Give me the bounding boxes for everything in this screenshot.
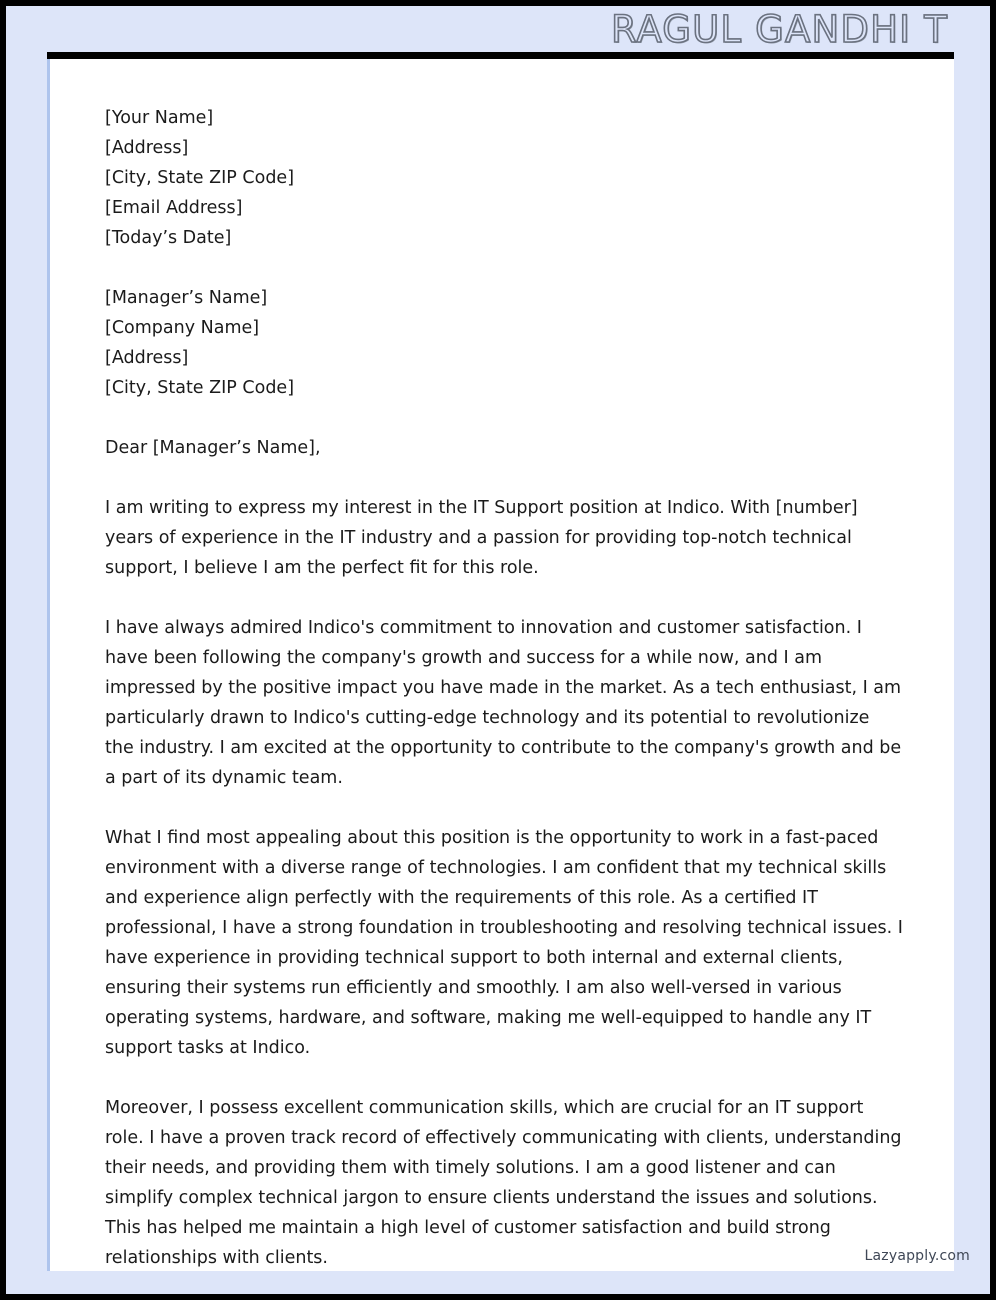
sender-line: [Address]: [105, 138, 189, 158]
recipient-line: [Manager’s Name]: [105, 288, 268, 308]
salutation: Dear [Manager’s Name],: [105, 438, 321, 458]
sender-line: [Your Name]: [105, 108, 214, 128]
sender-line: [Today’s Date]: [105, 228, 232, 248]
sender-line: [Email Address]: [105, 198, 243, 218]
body-paragraph: What I find most appealing about this position is the opportunity to work in a fast-paced environment with a diverse range of technologies. I am confident that my technical skills and experience align perfectly with the requirements of this role. As a certified IT professional, I have a strong foundation in troubleshooting and resolving technical issues. I have experience in providing technical support to both internal and external clients, ensuring their systems run efficiently and smoothly. I am also well-versed in various operating systems, hardware, and software, making me well-equipped to handle any IT support tasks at Indico.: [105, 828, 903, 1058]
page-title: RAGUL GANDHI T: [610, 7, 948, 51]
letterhead-header: [6, 6, 990, 52]
letter-body: [105, 103, 903, 1271]
body-paragraph: Moreover, I possess excellent communication skills, which are crucial for an IT support role. I have a proven track record of effectively communicating with clients, understanding their needs, and providing them with timely solutions. I am a good listener and can simplify complex technical jargon to ensure clients understand the issues and solutions. This has helped me maintain a high level of customer satisfaction and build strong relationships with clients.: [105, 1098, 902, 1268]
watermark-label: Lazyapply.com: [864, 1248, 970, 1264]
body-paragraph: I am writing to express my interest in the IT Support position at Indico. With [number] years of experience in the IT industry and a passion for providing top-notch technical support, I believe I am the perfect fit for this role.: [105, 498, 858, 578]
document-frame: [6, 6, 990, 1294]
recipient-address-block: [105, 283, 903, 403]
body-paragraph: I have always admired Indico's commitment to innovation and customer satisfaction. I have been following the company's growth and success for a while now, and I am impressed by the positive impact you have made in the market. As a tech enthusiast, I am particularly drawn to Indico's cutting-edge technology and its potential to revolutionize the industry. I am excited at the opportunity to contribute to the company's growth and be a part of its dynamic team.: [105, 618, 902, 788]
recipient-line: [Address]: [105, 348, 189, 368]
sender-address-block: [105, 103, 903, 253]
letter-page: [47, 59, 954, 1271]
recipient-line: [Company Name]: [105, 318, 260, 338]
sender-line: [City, State ZIP Code]: [105, 168, 295, 188]
recipient-line: [City, State ZIP Code]: [105, 378, 295, 398]
header-divider-rule: [47, 52, 954, 59]
